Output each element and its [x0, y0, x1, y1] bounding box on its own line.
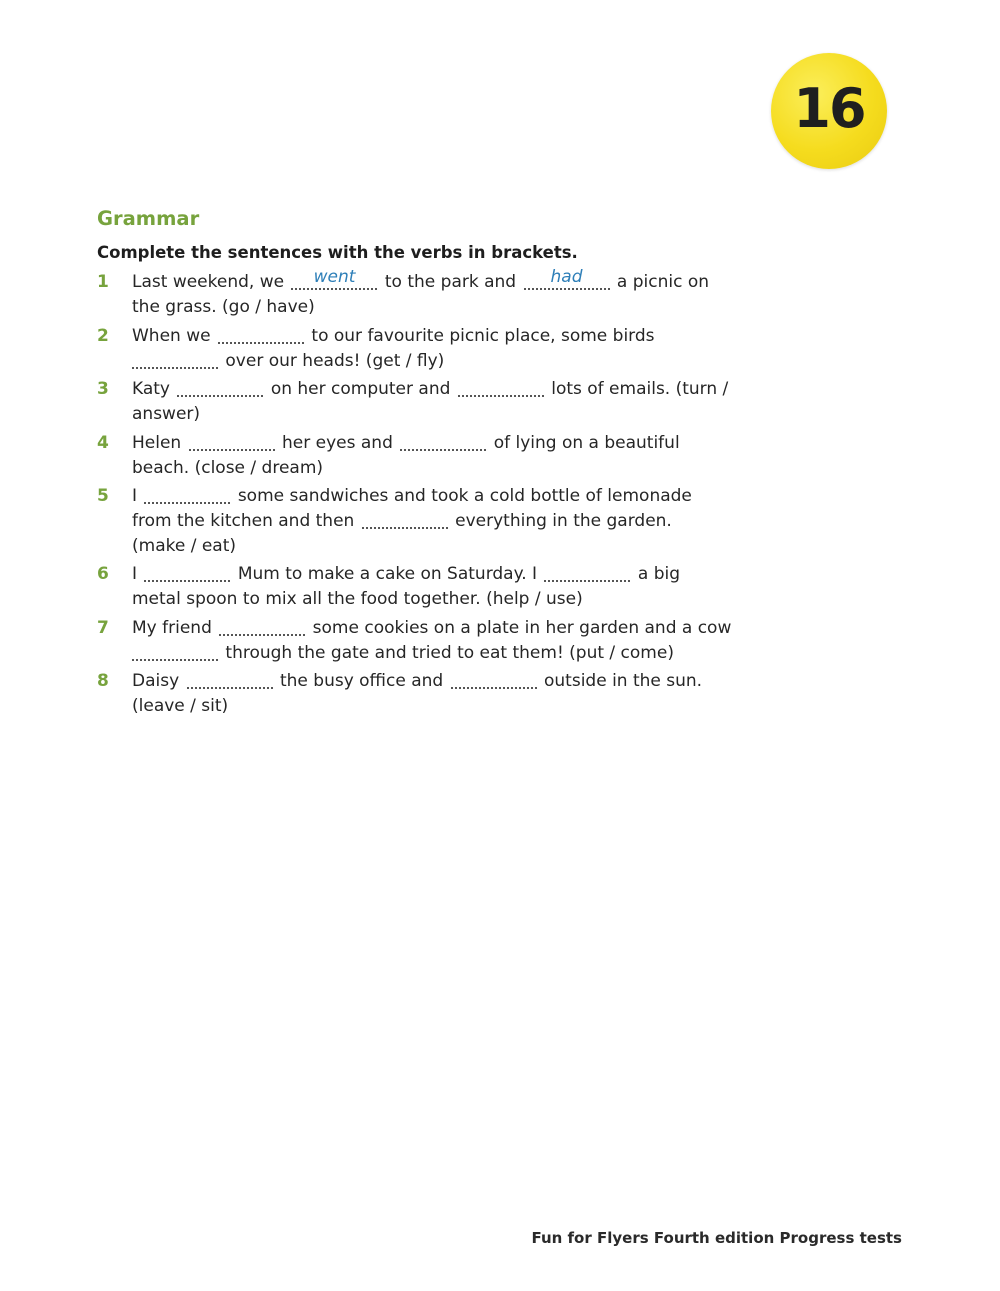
unit-number: 16 [793, 76, 865, 140]
question-text: some sandwiches and took a cold bottle of lemonade [237, 486, 692, 506]
answer-blank[interactable] [187, 669, 273, 689]
question-text: a picnic on [616, 272, 710, 292]
question-text: Katy [132, 379, 170, 399]
question-text: a big [637, 564, 681, 584]
question-text: When we [132, 326, 211, 346]
question-text: the grass. (go / have) [132, 297, 315, 317]
question-text: through the gate and tried to eat them! (put / come) [225, 643, 674, 663]
question-text: outside in the sun. [544, 671, 703, 691]
question-4 [97, 431, 757, 481]
answer-blank[interactable] [218, 324, 304, 344]
answer-blank[interactable] [400, 431, 486, 451]
answer-blank[interactable] [132, 641, 218, 661]
section-title: Grammar [97, 207, 200, 230]
question-text: (leave / sit) [132, 696, 229, 716]
answer-blank[interactable] [144, 562, 230, 582]
question-text: some cookies on a plate in her garden and a cow [312, 618, 732, 638]
question-text: Daisy [132, 671, 180, 691]
question-5 [97, 484, 757, 559]
question-3 [97, 377, 757, 427]
answer-blank[interactable] [177, 377, 263, 397]
question-text: everything in the garden. [455, 511, 672, 531]
question-8 [97, 669, 757, 719]
answer-blank[interactable] [144, 484, 230, 504]
question-text: to the park and [384, 272, 517, 292]
question-text: of lying on a beautiful [493, 433, 680, 453]
question-number: 3 [97, 379, 109, 399]
question-text: Mum to make a cake on Saturday. I [237, 564, 538, 584]
question-1 [97, 267, 757, 320]
question-text: I [132, 564, 138, 584]
question-text: Helen [132, 433, 182, 453]
answer-blank[interactable] [458, 377, 544, 397]
answer-blank[interactable] [544, 562, 630, 582]
question-text: answer) [132, 404, 201, 424]
answer-blank[interactable] [451, 669, 537, 689]
answer-blank[interactable] [219, 616, 305, 636]
question-number: 5 [97, 486, 109, 506]
question-7 [97, 616, 757, 666]
question-text: Last weekend, we [132, 272, 285, 292]
question-number: 7 [97, 618, 109, 638]
answer-blank[interactable] [291, 267, 377, 290]
question-text: to our favourite picnic place, some birds [311, 326, 655, 346]
answer-blank[interactable] [524, 267, 610, 290]
unit-number-badge [771, 53, 887, 169]
question-6 [97, 562, 757, 612]
question-text: the busy office and [279, 671, 444, 691]
question-number: 4 [97, 433, 109, 453]
answer-blank[interactable] [362, 509, 448, 529]
answer-text: had [550, 267, 583, 287]
question-number: 1 [97, 272, 109, 292]
question-2 [97, 324, 757, 374]
question-text: metal spoon to mix all the food together. (help / use) [132, 589, 583, 609]
question-text: on her computer and [270, 379, 451, 399]
question-text: her eyes and [282, 433, 393, 453]
question-text: beach. (close / dream) [132, 458, 324, 478]
answer-blank[interactable] [132, 349, 218, 369]
answer-blank[interactable] [189, 431, 275, 451]
question-text: I [132, 486, 138, 506]
question-number: 6 [97, 564, 109, 584]
question-number: 8 [97, 671, 109, 691]
question-number: 2 [97, 326, 109, 346]
question-text: from the kitchen and then [132, 511, 355, 531]
instruction: Complete the sentences with the verbs in brackets. [97, 243, 578, 262]
question-text: (make / eat) [132, 536, 237, 556]
footer-title: Fun for Flyers Fourth edition Progress tests [531, 1229, 902, 1247]
question-text: My friend [132, 618, 212, 638]
answer-text: went [313, 267, 356, 287]
question-text: lots of emails. (turn / [551, 379, 729, 399]
question-text: over our heads! (get / fly) [225, 351, 445, 371]
